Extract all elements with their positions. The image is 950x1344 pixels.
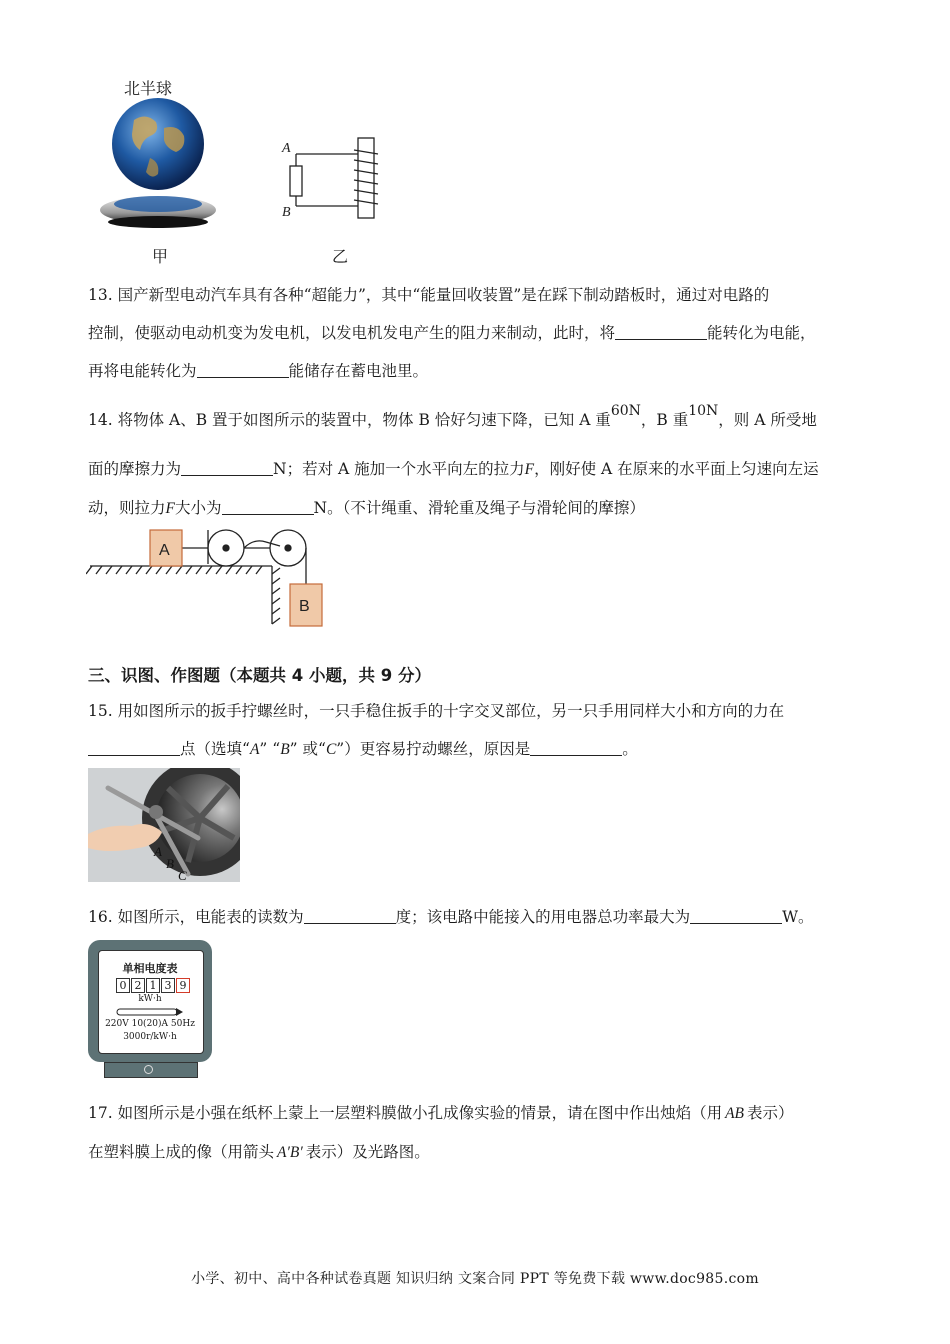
coil-label-a: A [282, 141, 291, 156]
question-14-cont [88, 450, 868, 528]
coil-label-b: B [282, 205, 291, 220]
q15-line1: 15. 用如图所示的扳手拧螺丝时，一只手稳住扳手的十字交叉部位，另一只手用同样大小和方向的力在 [88, 702, 785, 720]
globe-illustration [94, 98, 224, 232]
globe-label-top: 北半球 [124, 79, 173, 98]
q14-text: N。（不计绳重、滑轮重及绳子与滑轮间的摩擦） [313, 499, 645, 517]
q16-blank-1[interactable] [304, 905, 396, 924]
q13-line2 [88, 314, 868, 352]
question-14 [88, 398, 868, 443]
q14-blank-2[interactable] [222, 496, 314, 515]
q17-symbol-ab-prime: A′B′ [277, 1144, 303, 1161]
q15-option-a: A [249, 741, 260, 758]
meter-screw-icon [144, 1065, 153, 1074]
pulley-diagram [86, 524, 336, 634]
q14-text: N；若对 A 施加一个水平向左的拉力 [273, 460, 525, 478]
q17-text: 表示） [747, 1104, 794, 1122]
q14-text: 大小为 [174, 499, 222, 517]
q15-text: ” “ [259, 740, 281, 758]
q14-line2 [88, 450, 868, 489]
q15-blank-2[interactable] [530, 737, 622, 756]
q14-text: ，刚好使 A 在原来的水平面上匀速向左运 [534, 460, 819, 478]
question-17 [88, 1094, 868, 1172]
meter-digit: 2 [131, 978, 145, 993]
q14-text: 动，则拉力 [88, 499, 166, 517]
q14-force-symbol: F [524, 461, 535, 478]
meter-spec-2: 3000r/kW·h [123, 1032, 177, 1042]
coil-caption: 乙 [332, 247, 349, 266]
coil-circuit-diagram [276, 130, 386, 230]
q16-blank-2[interactable] [690, 905, 782, 924]
q14-text: 14. 将物体 A、B 置于如图所示的装置中，物体 B 恰好匀速下降，已知 A 重 [88, 411, 611, 429]
meter-digit: 1 [146, 978, 160, 993]
q14-force-symbol-2: F [165, 500, 175, 517]
q15-line2 [88, 730, 868, 769]
globe-caption: 甲 [152, 247, 169, 266]
q14-weight-a: 60N [610, 403, 641, 419]
q13-blank-2[interactable] [197, 359, 289, 378]
rotating-disc-icon [116, 1007, 184, 1017]
q13-line1: 13. 国产新型电动汽车具有各种“超能力”，其中“能量回收装置”是在踩下制动踏板时，通过对电路的 [88, 286, 770, 304]
q15-text: ”）更容易拧动螺丝，原因是 [336, 740, 531, 758]
meter-digit: 0 [116, 978, 130, 993]
question-16 [88, 898, 868, 936]
meter-title: 单相电度表 [122, 962, 178, 975]
q17-symbol-ab: AB [725, 1105, 745, 1122]
q17-text: 表示）及光路图。 [305, 1143, 430, 1161]
q13-text: 能储存在蓄电池里。 [288, 362, 429, 380]
meter-unit: kW·h [138, 994, 162, 1004]
q14-line1 [88, 398, 868, 443]
wrench-label-c: C [178, 868, 187, 882]
question-15 [88, 692, 868, 769]
meter-digit: 3 [161, 978, 175, 993]
q13-text: 再将电能转化为 [88, 362, 197, 380]
q16-text: 16. 如图所示，电能表的读数为 [88, 908, 304, 926]
q16-text: 度；该电路中能接入的用电器总功率最大为 [395, 908, 691, 926]
q14-text: ，则 A 所受地 [718, 411, 817, 429]
wrench-photo [88, 768, 240, 882]
meter-digits [116, 978, 190, 993]
q17-text: 17. 如图所示是小强在纸杯上蒙上一层塑料膜做小孔成像实验的情景，请在图中作出烛焰（用 [88, 1104, 723, 1122]
meter-digit-decimal: 9 [176, 978, 190, 993]
q13-blank-1[interactable] [615, 321, 707, 340]
q17-line1 [88, 1094, 868, 1133]
wrench-label-b: B [166, 856, 174, 871]
q14-weight-b: 10N [688, 403, 719, 419]
q16-line1 [88, 898, 868, 936]
q15-option-b: B [280, 741, 290, 758]
q15-blank-1[interactable] [88, 737, 180, 756]
q15-option-c: C [325, 741, 337, 758]
q13-text: 能转化为电能， [707, 324, 816, 342]
q17-line2 [88, 1133, 868, 1172]
q15-text: ” 或“ [289, 740, 326, 758]
q13-line3 [88, 352, 868, 390]
q15-text: 点（选填“ [180, 740, 250, 758]
q14-text: ，B 重 [640, 411, 689, 429]
question-13 [88, 276, 868, 390]
q16-text: W。 [782, 908, 814, 926]
q13-text: 控制，使驱动电动机变为发电机，以发电机发电产生的阻力来制动，此时，将 [88, 324, 616, 342]
wrench-label-a: A [154, 844, 162, 859]
electricity-meter [88, 940, 212, 1076]
meter-spec-1: 220V 10(20)A 50Hz [105, 1019, 195, 1029]
q17-text: 在塑料膜上成的像（用箭头 [88, 1143, 275, 1161]
block-b-label: B [299, 598, 310, 615]
block-a-label: A [159, 542, 170, 559]
q14-text: 面的摩擦力为 [88, 460, 182, 478]
section-3-heading: 三、识图、作图题（本题共 4 小题，共 9 分） [88, 666, 431, 685]
page-footer: 小学、初中、高中各种试卷真题 知识归纳 文案合同 PPT 等免费下载 www.doc985.com [191, 1271, 759, 1287]
q15-text: 。 [622, 740, 638, 758]
q14-line3 [88, 489, 868, 528]
q14-blank-1[interactable] [181, 457, 273, 476]
